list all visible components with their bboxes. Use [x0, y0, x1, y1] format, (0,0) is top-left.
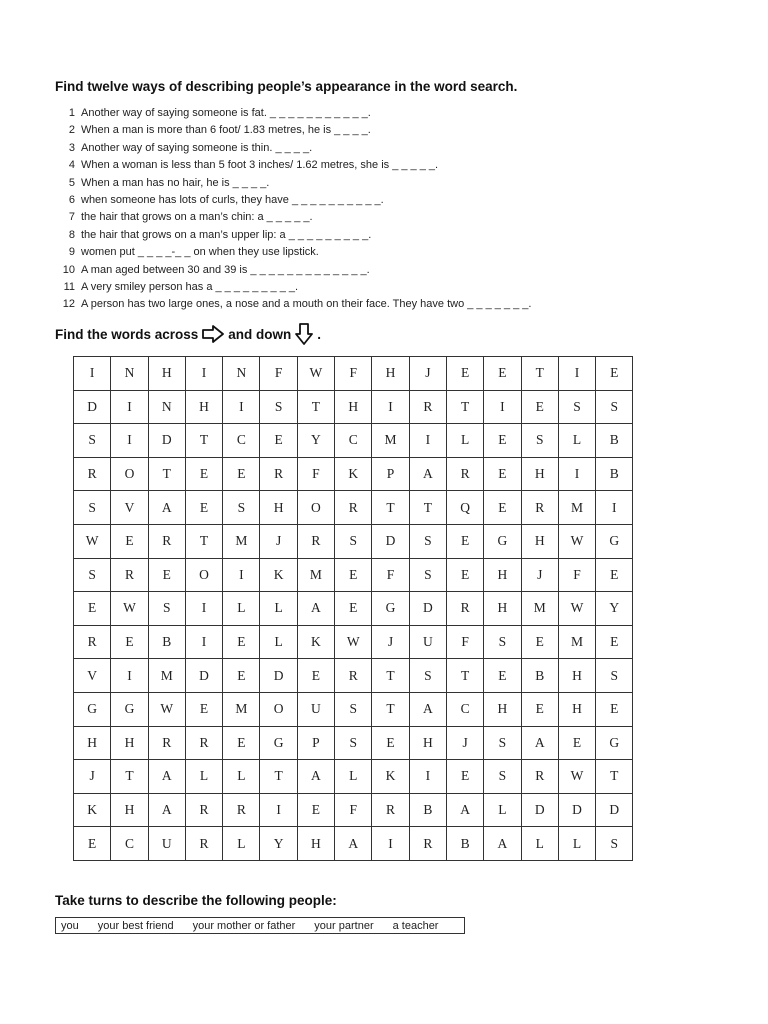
find-words-prefix: Find the words across [55, 326, 199, 342]
grid-cell: W [74, 524, 111, 558]
find-words-heading [55, 323, 321, 345]
question-text: when someone has lots of curls, they have _ _ _ _ _ _ _ _ _ _. [81, 193, 384, 206]
grid-cell: S [74, 424, 111, 458]
grid-cell: E [185, 457, 222, 491]
grid-cell: S [484, 726, 521, 760]
grid-cell: T [260, 760, 297, 794]
question-item [60, 296, 531, 313]
grid-cell: H [372, 357, 409, 391]
grid-cell: D [596, 793, 633, 827]
grid-cell: L [446, 424, 483, 458]
grid-cell: B [446, 827, 483, 861]
grid-row [74, 390, 633, 424]
grid-cell: U [297, 692, 334, 726]
grid-cell: J [260, 524, 297, 558]
grid-cell: D [185, 659, 222, 693]
grid-cell: R [111, 558, 148, 592]
person-option: you [61, 919, 79, 932]
grid-cell: G [596, 726, 633, 760]
grid-cell: G [596, 524, 633, 558]
grid-cell: R [372, 793, 409, 827]
grid-cell: E [596, 625, 633, 659]
grid-cell: E [521, 692, 558, 726]
grid-cell: R [185, 726, 222, 760]
grid-cell: R [446, 457, 483, 491]
question-number: 7 [68, 211, 75, 224]
grid-cell: N [148, 390, 185, 424]
question-item [60, 279, 531, 296]
grid-cell: W [558, 592, 595, 626]
grid-cell: E [185, 491, 222, 525]
grid-cell: L [223, 827, 260, 861]
grid-cell: E [446, 357, 483, 391]
grid-cell: V [74, 659, 111, 693]
grid-cell: D [260, 659, 297, 693]
grid-cell: E [521, 625, 558, 659]
grid-cell: D [372, 524, 409, 558]
grid-cell: I [185, 625, 222, 659]
question-number: 11 [63, 280, 75, 293]
question-number: 5 [68, 176, 75, 189]
question-number: 3 [68, 141, 75, 154]
grid-cell: E [521, 390, 558, 424]
grid-row [74, 793, 633, 827]
grid-row [74, 524, 633, 558]
grid-cell: W [111, 592, 148, 626]
grid-cell: T [185, 524, 222, 558]
grid-row [74, 491, 633, 525]
grid-cell: A [446, 793, 483, 827]
question-list [60, 105, 531, 314]
grid-row [74, 457, 633, 491]
question-item [60, 122, 531, 139]
grid-cell: R [521, 491, 558, 525]
grid-cell: H [521, 457, 558, 491]
grid-cell: J [409, 357, 446, 391]
grid-cell: S [521, 424, 558, 458]
grid-cell: W [148, 692, 185, 726]
grid-cell: E [223, 659, 260, 693]
question-text: A person has two large ones, a nose and a mouth on their face. They have two _ _ _ _ _ _ _. [81, 298, 532, 311]
grid-cell: E [596, 357, 633, 391]
grid-cell: S [223, 491, 260, 525]
question-item [60, 105, 531, 122]
grid-cell: H [558, 692, 595, 726]
grid-cell: M [223, 524, 260, 558]
question-number: 2 [68, 124, 75, 137]
grid-cell: C [111, 827, 148, 861]
question-text: the hair that grows on a man’s upper lip: a _ _ _ _ _ _ _ _ _. [81, 228, 372, 241]
question-item [60, 157, 531, 174]
grid-cell: F [335, 793, 372, 827]
grid-cell: H [484, 558, 521, 592]
grid-cell: E [74, 827, 111, 861]
grid-cell: S [558, 390, 595, 424]
grid-cell: S [335, 692, 372, 726]
grid-cell: I [558, 357, 595, 391]
grid-cell: T [372, 659, 409, 693]
people-box [55, 917, 465, 934]
question-text: A man aged between 30 and 39 is _ _ _ _ _ _ _ _ _ _ _ _ _. [81, 263, 370, 276]
grid-cell: E [484, 457, 521, 491]
grid-cell: H [335, 390, 372, 424]
grid-cell: T [185, 424, 222, 458]
grid-row [74, 625, 633, 659]
question-number: 9 [68, 246, 75, 259]
grid-cell: I [111, 390, 148, 424]
grid-cell: T [521, 357, 558, 391]
grid-row [74, 760, 633, 794]
grid-cell: B [409, 793, 446, 827]
grid-cell: H [185, 390, 222, 424]
grid-cell: I [111, 424, 148, 458]
grid-cell: I [372, 827, 409, 861]
grid-cell: E [111, 625, 148, 659]
grid-cell: Y [260, 827, 297, 861]
grid-cell: V [111, 491, 148, 525]
grid-cell: L [558, 827, 595, 861]
grid-cell: L [185, 760, 222, 794]
grid-cell: A [409, 692, 446, 726]
grid-cell: I [185, 357, 222, 391]
grid-cell: J [521, 558, 558, 592]
grid-cell: R [409, 827, 446, 861]
grid-cell: A [148, 793, 185, 827]
grid-cell: R [335, 491, 372, 525]
grid-cell: O [111, 457, 148, 491]
grid-cell: E [74, 592, 111, 626]
grid-cell: E [446, 760, 483, 794]
grid-cell: I [74, 357, 111, 391]
grid-cell: R [446, 592, 483, 626]
grid-cell: I [185, 592, 222, 626]
find-words-middle: and down [228, 326, 292, 342]
grid-cell: D [409, 592, 446, 626]
grid-cell: C [223, 424, 260, 458]
grid-cell: H [409, 726, 446, 760]
grid-cell: M [558, 491, 595, 525]
grid-cell: G [74, 692, 111, 726]
grid-cell: I [223, 558, 260, 592]
grid-cell: P [297, 726, 334, 760]
grid-cell: F [558, 558, 595, 592]
grid-cell: J [74, 760, 111, 794]
grid-cell: O [297, 491, 334, 525]
grid-cell: M [372, 424, 409, 458]
grid-cell: S [335, 726, 372, 760]
grid-cell: S [74, 558, 111, 592]
grid-cell: M [521, 592, 558, 626]
grid-cell: I [558, 457, 595, 491]
grid-cell: H [74, 726, 111, 760]
grid-cell: E [223, 457, 260, 491]
grid-cell: J [372, 625, 409, 659]
grid-cell: F [335, 357, 372, 391]
grid-cell: T [297, 390, 334, 424]
person-option: a teacher [392, 919, 439, 932]
person-option: your mother or father [192, 919, 296, 932]
grid-cell: E [297, 793, 334, 827]
grid-cell: E [335, 592, 372, 626]
question-text: When a man has no hair, he is _ _ _ _. [81, 176, 270, 189]
grid-row [74, 726, 633, 760]
grid-cell: E [484, 659, 521, 693]
grid-cell: A [148, 760, 185, 794]
grid-cell: T [596, 760, 633, 794]
grid-cell: T [446, 390, 483, 424]
grid-cell: S [409, 524, 446, 558]
grid-cell: A [484, 827, 521, 861]
grid-cell: Q [446, 491, 483, 525]
grid-cell: O [185, 558, 222, 592]
grid-cell: T [372, 491, 409, 525]
grid-cell: R [297, 524, 334, 558]
grid-row [74, 558, 633, 592]
grid-cell: I [223, 390, 260, 424]
grid-cell: S [596, 659, 633, 693]
grid-cell: T [446, 659, 483, 693]
grid-cell: E [260, 424, 297, 458]
grid-cell: E [223, 726, 260, 760]
grid-cell: E [335, 558, 372, 592]
grid-cell: Y [596, 592, 633, 626]
grid-cell: H [521, 524, 558, 558]
grid-cell: I [260, 793, 297, 827]
grid-cell: A [335, 827, 372, 861]
grid-cell: I [596, 491, 633, 525]
question-text: the hair that grows on a man’s chin: a _ _ _ _ _. [81, 211, 313, 224]
grid-cell: A [297, 592, 334, 626]
grid-cell: S [148, 592, 185, 626]
grid-cell: K [297, 625, 334, 659]
grid-cell: D [521, 793, 558, 827]
grid-row [74, 692, 633, 726]
question-number: 10 [62, 263, 75, 276]
question-item [60, 175, 531, 192]
question-text: women put _ _ _ _-_ _ on when they use lipstick. [81, 246, 319, 259]
grid-cell: W [558, 524, 595, 558]
grid-cell: T [111, 760, 148, 794]
grid-cell: L [335, 760, 372, 794]
grid-cell: S [335, 524, 372, 558]
grid-cell: E [484, 357, 521, 391]
page-title: Find twelve ways of describing people’s appearance in the word search. [55, 79, 518, 94]
grid-cell: S [409, 558, 446, 592]
grid-cell: R [148, 524, 185, 558]
grid-cell: H [111, 726, 148, 760]
grid-cell: D [558, 793, 595, 827]
grid-cell: L [521, 827, 558, 861]
question-number: 4 [68, 159, 75, 172]
grid-cell: E [596, 692, 633, 726]
grid-cell: M [148, 659, 185, 693]
grid-cell: R [223, 793, 260, 827]
question-text: Another way of saying someone is fat. _ _ _ _ _ _ _ _ _ _ _. [81, 107, 371, 119]
grid-cell: K [260, 558, 297, 592]
grid-cell: A [148, 491, 185, 525]
grid-cell: C [446, 692, 483, 726]
grid-cell: A [409, 457, 446, 491]
grid-cell: E [446, 524, 483, 558]
grid-cell: R [148, 726, 185, 760]
grid-cell: H [484, 692, 521, 726]
grid-cell: F [446, 625, 483, 659]
question-item [60, 140, 531, 157]
grid-cell: D [74, 390, 111, 424]
grid-cell: H [484, 592, 521, 626]
grid-cell: K [335, 457, 372, 491]
person-option: your best friend [97, 919, 174, 932]
grid-cell: E [446, 558, 483, 592]
grid-cell: S [484, 760, 521, 794]
grid-cell: T [372, 692, 409, 726]
question-text: Another way of saying someone is thin. _ _ _ _. [81, 141, 313, 154]
arrow-down-icon [295, 323, 313, 345]
grid-cell: I [372, 390, 409, 424]
grid-cell: E [297, 659, 334, 693]
grid-cell: W [558, 760, 595, 794]
grid-cell: B [596, 457, 633, 491]
grid-cell: P [372, 457, 409, 491]
grid-cell: E [185, 692, 222, 726]
grid-cell: C [335, 424, 372, 458]
question-item [60, 262, 531, 279]
grid-cell: B [521, 659, 558, 693]
question-text: When a woman is less than 5 foot 3 inches/ 1.62 metres, she is _ _ _ _ _. [81, 159, 439, 172]
grid-cell: N [111, 357, 148, 391]
grid-cell: F [372, 558, 409, 592]
grid-cell: O [260, 692, 297, 726]
grid-cell: T [148, 457, 185, 491]
grid-cell: E [484, 491, 521, 525]
grid-cell: E [484, 424, 521, 458]
grid-cell: H [297, 827, 334, 861]
word-search-grid [73, 356, 633, 861]
grid-cell: L [223, 592, 260, 626]
grid-cell: S [409, 659, 446, 693]
grid-cell: R [260, 457, 297, 491]
grid-cell: R [74, 457, 111, 491]
grid-cell: G [372, 592, 409, 626]
grid-cell: A [521, 726, 558, 760]
grid-cell: S [596, 390, 633, 424]
grid-cell: S [596, 827, 633, 861]
bottom-heading: Take turns to describe the following people: [55, 893, 337, 908]
grid-cell: L [484, 793, 521, 827]
grid-cell: D [148, 424, 185, 458]
arrow-right-icon [202, 325, 224, 343]
grid-cell: R [409, 390, 446, 424]
grid-cell: E [596, 558, 633, 592]
grid-row [74, 592, 633, 626]
grid-cell: Y [297, 424, 334, 458]
grid-cell: A [297, 760, 334, 794]
grid-cell: S [260, 390, 297, 424]
grid-cell: I [409, 760, 446, 794]
grid-row [74, 357, 633, 391]
grid-cell: W [297, 357, 334, 391]
grid-row [74, 827, 633, 861]
grid-cell: I [111, 659, 148, 693]
grid-cell: F [260, 357, 297, 391]
grid-cell: E [111, 524, 148, 558]
question-number: 12 [62, 298, 75, 311]
question-number: 8 [68, 228, 75, 241]
grid-cell: K [74, 793, 111, 827]
grid-cell: T [409, 491, 446, 525]
grid-cell: G [260, 726, 297, 760]
grid-cell: M [223, 692, 260, 726]
grid-cell: H [111, 793, 148, 827]
grid-cell: W [335, 625, 372, 659]
find-words-suffix: . [317, 326, 322, 342]
grid-cell: S [484, 625, 521, 659]
grid-cell: E [372, 726, 409, 760]
question-number: 1 [68, 107, 75, 119]
grid-cell: E [223, 625, 260, 659]
grid-cell: E [558, 726, 595, 760]
question-item [60, 209, 531, 226]
grid-cell: E [148, 558, 185, 592]
grid-cell: R [74, 625, 111, 659]
grid-cell: J [446, 726, 483, 760]
grid-cell: B [596, 424, 633, 458]
grid-cell: I [484, 390, 521, 424]
question-item [60, 227, 531, 244]
grid-cell: F [297, 457, 334, 491]
grid-cell: L [223, 760, 260, 794]
grid-cell: L [260, 625, 297, 659]
grid-cell: K [372, 760, 409, 794]
grid-cell: I [409, 424, 446, 458]
grid-cell: L [260, 592, 297, 626]
grid-cell: R [185, 793, 222, 827]
grid-cell: R [185, 827, 222, 861]
question-text: When a man is more than 6 foot/ 1.83 metres, he is _ _ _ _. [81, 124, 371, 137]
question-item [60, 192, 531, 209]
grid-cell: U [409, 625, 446, 659]
question-number: 6 [68, 193, 75, 206]
grid-cell: G [484, 524, 521, 558]
grid-cell: H [260, 491, 297, 525]
grid-cell: R [335, 659, 372, 693]
grid-cell: N [223, 357, 260, 391]
grid-cell: H [558, 659, 595, 693]
question-text: A very smiley person has a _ _ _ _ _ _ _ _ _. [81, 280, 299, 293]
person-option: your partner [314, 919, 374, 932]
grid-cell: U [148, 827, 185, 861]
grid-cell: H [148, 357, 185, 391]
grid-cell: B [148, 625, 185, 659]
grid-cell: M [297, 558, 334, 592]
grid-row [74, 424, 633, 458]
grid-cell: S [74, 491, 111, 525]
grid-cell: M [558, 625, 595, 659]
grid-cell: L [558, 424, 595, 458]
question-item [60, 244, 531, 261]
grid-cell: G [111, 692, 148, 726]
grid-row [74, 659, 633, 693]
grid-cell: R [521, 760, 558, 794]
